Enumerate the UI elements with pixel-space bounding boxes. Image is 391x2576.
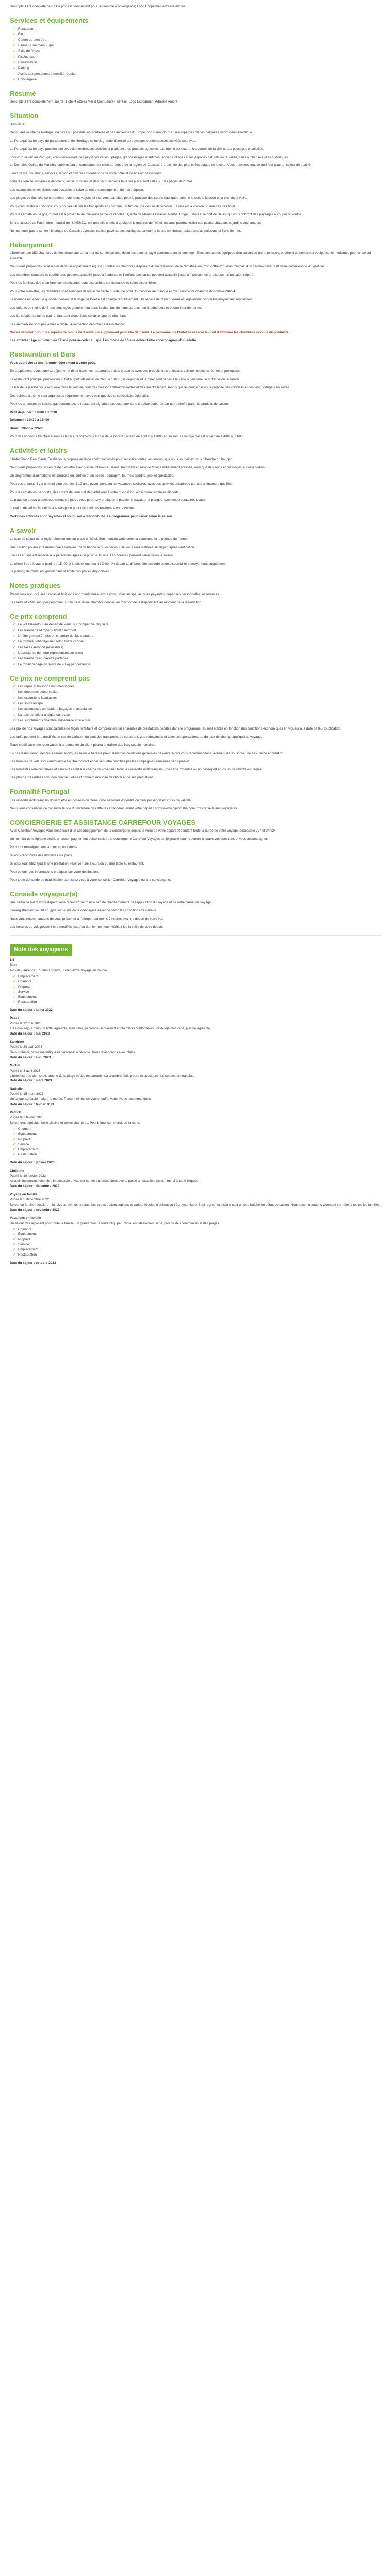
paragraph: Découvrez la ville de Portugal, un pays qui possède les frontières et des anciennes d'Europe, son climat doux et ses superbes plages baignées par l'Océan Atlantique. bbox=[10, 130, 253, 134]
list-item bbox=[13, 32, 381, 37]
paragraph: Pour obtenir des informations pratiques sur votre destination. bbox=[10, 870, 99, 874]
check-icon: ✓ bbox=[13, 974, 16, 978]
paragraph: Le Portugal est un pays passionnant avec de nombreuses activités à pratiquer : les produits agricoles, patrimoine de lecture, les bornes de la ville et ses paysages ensoleillés. bbox=[10, 147, 265, 151]
list-item bbox=[13, 656, 381, 662]
paragraph: Pour les amateurs de golf, l'hôtel est à proximité de plusieurs parcours réputés : Quinta da Marinha Oitavos, Penha Longa, Estoril et le golf de Belas, qui vous offriront des paysages à couper le souffle. bbox=[10, 212, 302, 216]
check-icon: ✓ bbox=[13, 707, 16, 711]
list-item-label: Le vol aller/retour au départ de Paris, sur compagnie régulière bbox=[18, 623, 109, 627]
paragraph: Le ménage est effectué quotidiennement et le linge de toilette est changé régulièrement. Un service de blanchisserie est également disponible moyennant supplément. bbox=[10, 297, 254, 301]
check-icon: ✓ bbox=[13, 1137, 16, 1141]
review-block bbox=[10, 1168, 381, 1189]
review-line: Publié le 15 mars 2023 bbox=[10, 1092, 44, 1096]
review-criterion bbox=[13, 985, 381, 990]
ce-prix-ne-comprend-pas-body bbox=[10, 726, 381, 781]
review-criterion-label: Restauration bbox=[18, 1000, 37, 1004]
check-icon: ✓ bbox=[13, 634, 16, 638]
apprendre-title: A savoir bbox=[10, 527, 36, 535]
list-item-label: Salle de fitness bbox=[18, 49, 41, 54]
review-head: Sandrine bbox=[10, 1040, 24, 1044]
paragraph: Les excursions et les visites sont possibles à l'aide de notre conciergerie et de notre équipe. bbox=[10, 188, 144, 192]
paragraph: L'hôtel compte 152 chambres dotées d'une vue sur la mer ou sur les jardins, décorées dans un style contemporain et lumineux. Elles sont toutes équipées d'un balcon ou d'une terrasse, et offrent de nombreux équipements modernes pour un séjour agréable. bbox=[10, 251, 371, 261]
review-block bbox=[10, 958, 381, 1013]
activites-body bbox=[10, 457, 381, 511]
list-item-label: La formule petit-déjeuner selon l'offre choisie bbox=[18, 640, 84, 644]
check-icon: ✓ bbox=[13, 651, 16, 655]
check-icon: ✓ bbox=[13, 1142, 16, 1146]
review-criterion bbox=[13, 1137, 381, 1142]
review-date: Date du séjour : juillet 2023 bbox=[10, 1008, 53, 1012]
list-item bbox=[13, 72, 381, 77]
review-line: Accueil chaleureux, chambre impeccable et vue sur la mer superbe. Nous avons passé un excellent séjour, merci à toute l'équipe. bbox=[10, 1179, 200, 1183]
list-item-label: Les soins au spa bbox=[18, 702, 43, 706]
paragraph: Si vous rencontrez des difficultés sur place. bbox=[10, 854, 73, 858]
list-item-label: La taxe de séjour à régler sur place bbox=[18, 713, 70, 717]
review-criterion-label: Service bbox=[18, 1142, 29, 1146]
paragraph: Lieux de vie, situations, services, région et diverses informations de votre hôtel et de nos ambassadeurs. bbox=[10, 172, 163, 176]
paragraph: Le Portugal est un pays de passionnés entre l'héritage culturel, grande diversité de paysages et nombreuses activités sportives. bbox=[10, 139, 197, 143]
list-item-label: Restaurant bbox=[18, 27, 35, 31]
review-block bbox=[10, 1063, 381, 1084]
paragraph: Prestations non incluses : repas et boissons non mentionnés, excursions, soins au spa, activités payantes, dépenses personnelles, assurances. bbox=[10, 592, 220, 596]
review-block bbox=[10, 1040, 381, 1060]
review-criterion-label: Équipements bbox=[18, 1232, 38, 1236]
conseils-title: Conseils voyageur(s) bbox=[10, 890, 78, 898]
paragraph: Lors d'un séjour au Portugal, vous découvrirez des paysages variés : plages, grands rivages maritimes, anciens villages et les espaces naturels de la vallée, sans oublier ses villes historiques. bbox=[10, 155, 289, 159]
review-line: L'hôtel est très bien situé, proche de la plage et des restaurants. La chambre était propre et spacieuse. Le spa est un vrai plus. bbox=[10, 1074, 194, 1078]
conciergerie-body bbox=[10, 828, 381, 883]
ce-prix-comprend-title: Ce prix comprend bbox=[10, 612, 67, 620]
review-criteria bbox=[10, 1127, 381, 1158]
check-icon: ✓ bbox=[13, 72, 16, 76]
check-icon: ✓ bbox=[13, 640, 16, 644]
review-block bbox=[10, 1110, 381, 1165]
check-icon: ✓ bbox=[13, 702, 16, 706]
list-item bbox=[13, 622, 381, 628]
restauration-schedule bbox=[10, 410, 381, 432]
review-line: Avis de Laurence : 7 jours / 6 nuits, Juillet 2023, Voyage en couple bbox=[10, 968, 107, 972]
review-line: Bien bbox=[10, 963, 17, 968]
review-criterion bbox=[13, 1227, 381, 1232]
review-criterion-label: Chambre bbox=[18, 1127, 32, 1131]
paragraph: En supplément, vous pourrez déjeuner et dîner dans nos restaurants ; plats préparés avec des produits frais et locaux, cuisine méditerranéenne et portugaise. bbox=[10, 369, 241, 373]
paragraph: Les tarifs peuvent être modifiés en cas de variation du coût des transports, du carburant, des redevances et taxes aéroportuaires, ou du taux de change appliqué au voyage. bbox=[10, 735, 262, 739]
check-icon: ✓ bbox=[13, 55, 16, 59]
hebergement-title: Hébergement bbox=[10, 241, 53, 249]
paragraph: Les horaires de vols peuvent être modifiés jusqu'au dernier moment ; vérifiez-les la veille de votre départ. bbox=[10, 925, 164, 929]
paragraph: Pour vos enfants, il y a un mini-club pour les 4-12 ans, ouvert pendant les vacances scolaires, avec des activités encadrées par des animateurs qualifiés. bbox=[10, 482, 234, 486]
restauration-title: Restauration et Bars bbox=[10, 350, 76, 359]
paragraph: Pour tout renseignement sur votre programme. bbox=[10, 845, 78, 850]
list-item bbox=[13, 77, 381, 82]
review-criterion-label: Service bbox=[18, 1243, 29, 1247]
review-criterion bbox=[13, 1237, 381, 1242]
review-criterion bbox=[13, 1152, 381, 1157]
paragraph: Le Domaine Quinta da Marinha, entre océan et campagne, est situé au centre de la région de Cascais, à proximité des plus belles plages de la côte. Vous trouverez tout ce qu'il faut pour un séjour de qualité. bbox=[10, 163, 312, 167]
hebergement-warning: *Merci de noter : pour les séjours de moins de 3 nuits, un supplément peut être demandé. Le personnel de l'hôtel se réserve le droit d'attribuer les chambres selon la disponibilité. bbox=[10, 330, 290, 334]
restauration-body bbox=[10, 369, 381, 407]
paragraph: Nous vous conseillons de consulter le site du ministère des Affaires étrangères avant votre départ : https://www.diplomatie.gouv.fr/fr/conseils-aux-voyageurs bbox=[10, 806, 237, 810]
list-item-label: Parking bbox=[18, 66, 29, 70]
check-icon: ✓ bbox=[13, 61, 16, 65]
review-head: Patrick bbox=[10, 1111, 21, 1115]
paragraph: Pour les amateurs de sports, des courts de tennis et de padel sont à votre disposition, ainsi qu'un terrain multisports. bbox=[10, 490, 180, 494]
paragraph: Les prix de nos voyages sont calculés de façon forfaitaire et comprennent un ensemble de prestations décrites dans le programme. Ils sont établis en fonction des conditions économiques en vigueur à la date de leur publication. bbox=[10, 726, 341, 731]
check-icon: ✓ bbox=[13, 979, 16, 984]
list-item-label: Bar bbox=[18, 32, 23, 37]
check-icon: ✓ bbox=[13, 629, 16, 633]
review-criterion-label: Propreté bbox=[18, 1238, 31, 1242]
list-item-label: Les suppléments chambre individuelle et vue mer bbox=[18, 718, 91, 722]
list-item-label: Climatisation bbox=[18, 61, 37, 65]
check-icon: ✓ bbox=[13, 662, 16, 666]
activites-note: Certaines activités sont payantes et soumises à disponibilité. Le programme peut varier selon la saison. bbox=[10, 515, 173, 519]
ce-prix-ne-comprend-pas-list bbox=[10, 684, 381, 723]
review-criterion-label: Propreté bbox=[18, 985, 31, 989]
review-criterion-label: Propreté bbox=[18, 1137, 31, 1141]
list-item bbox=[13, 713, 381, 718]
list-item bbox=[13, 639, 381, 645]
paragraph: Pour les familles, des chambres communicantes sont disponibles sur demande et selon disponibilité. bbox=[10, 281, 157, 285]
paragraph: Les animaux ne sont pas admis à l'hôtel, à l'exception des chiens d'assistance. bbox=[10, 322, 125, 326]
check-icon: ✓ bbox=[13, 1153, 16, 1157]
review-criterion bbox=[13, 1242, 381, 1247]
list-item-label: Les transferts aéroport / hôtel / aéroport bbox=[18, 629, 76, 633]
paragraph: Les tarifs affichés sont par personne, sur la base d'une chambre double, en fonction de la disponibilité au moment de la réservation. bbox=[10, 600, 202, 604]
review-line: Séjour très agréable, belle piscine et belles chambres. Petit bémol sur le bruit de la route. bbox=[10, 1121, 140, 1125]
review-line: Séjour réussi, cadre magnifique et personnel à l'écoute. Nous reviendrons avec plaisir. bbox=[10, 1050, 136, 1054]
list-item bbox=[13, 696, 381, 701]
paragraph: Le check-in s'effectue à partir de 15h00 et le check-out avant 12h00. Un départ tardif peut être accordé selon disponibilité et moyennant supplément. bbox=[10, 562, 227, 566]
list-item bbox=[13, 49, 381, 54]
paragraph: Tous les lieux touristiques à découvrir, les lieux locaux et des découvertes à faire sur place sont listés sur les pages de l'hôtel. bbox=[10, 180, 193, 184]
paragraph: Sintra, classée au Patrimoine mondial de l'UNESCO, est une ville située à quelques kilomètres de l'hôtel, où vous pourrez visiter ses palais, châteaux et jardins enchanteurs. bbox=[10, 221, 263, 225]
review-date: Date du séjour : décembre 2022 bbox=[10, 1184, 60, 1189]
paragraph: Les formalités administratives et sanitaires sont à la charge du voyageur. Pour les ressortissants français, une carte d'identité ou un passeport en cours de validité est requis. bbox=[10, 768, 263, 772]
list-item bbox=[13, 645, 381, 650]
paragraph: Pour les amateurs de cuisine gastronomique, le restaurant signature propose une carte créative élaborée par notre chef à partir de produits de saison. bbox=[10, 402, 229, 406]
review-date: Date du séjour : mars 2023 bbox=[10, 1079, 52, 1083]
review-line: Publié le 10 janvier 2023 bbox=[10, 1174, 46, 1178]
review-head: Christine bbox=[10, 1169, 24, 1173]
reviews-title: Note des voyageurs bbox=[10, 944, 72, 956]
check-icon: ✓ bbox=[13, 44, 16, 48]
review-date: Date du séjour : avril 2023 bbox=[10, 1055, 51, 1059]
check-icon: ✓ bbox=[13, 690, 16, 694]
services-list bbox=[10, 27, 381, 82]
review-criteria bbox=[10, 974, 381, 1005]
check-icon: ✓ bbox=[13, 985, 16, 989]
paragraph: La plage se trouve à quelques minutes à pied : vous pourrez y pratiquer le paddle, le kayak et la plongée avec des prestataires locaux. bbox=[10, 498, 206, 502]
paragraph: Des soirées à thème sont organisées régulièrement avec musique live et spécialités régionales. bbox=[10, 394, 150, 398]
restauration-lead: Vous apprécierez une formule légèrement à votre goût. bbox=[10, 361, 96, 365]
check-icon: ✓ bbox=[13, 66, 16, 70]
review-head: Michel bbox=[10, 1063, 20, 1067]
paragraph: Les enfants de moins de 2 ans sont logés gratuitement dans la chambre de leurs parents ; un lit bébé peut être fourni sur demande. bbox=[10, 306, 202, 310]
paragraph: Avec Carrefour Voyages vous bénéficiez d'un accompagnement de la conciergerie depuis la veille de votre départ et pendant toute la durée de votre voyage, accessible 7j/7 et 24h/24. bbox=[10, 829, 277, 833]
review-criterion bbox=[13, 1142, 381, 1147]
paragraph: En cas d'annulation, des frais seront appliqués selon le barème prévu dans nos conditions générales de vente. Nous vous recommandons vivement de souscrire une assurance annulation. bbox=[10, 751, 284, 755]
paragraph: Si vous souhaitez ajouter une prestation, réserver une excursion ou une table au restaurant. bbox=[10, 862, 144, 866]
review-date: Date du séjour : novembre 2022 bbox=[10, 1208, 60, 1212]
list-item bbox=[13, 55, 381, 60]
list-item bbox=[13, 707, 381, 712]
list-item bbox=[13, 43, 381, 48]
paragraph: Les photos présentées sont non contractuelles et donnent une idée de l'hôtel et de ses prestations. bbox=[10, 776, 155, 780]
schedule-line: Dîner : 19h00 à 22h30 bbox=[10, 427, 44, 431]
review-criterion bbox=[13, 1247, 381, 1252]
intro bbox=[10, 4, 381, 9]
review-head: Pascal bbox=[10, 1016, 21, 1021]
review-criterion bbox=[13, 979, 381, 985]
review-line: Publié le 5 décembre 2022 bbox=[10, 1197, 50, 1201]
list-item-label: Les excursions facultatives bbox=[18, 696, 58, 700]
paragraph: Un numéro de téléphone dédié, un accompagnement personnalisé : la conciergerie Carrefour Voyages est joignable pour répondre à toutes vos questions et vous accompagner. bbox=[10, 837, 268, 841]
list-item bbox=[13, 701, 381, 706]
list-item-label: Le forfait bagage en soute de 20 kg par personne bbox=[18, 662, 90, 666]
resume-title: Résumé bbox=[10, 89, 36, 97]
check-icon: ✓ bbox=[13, 646, 16, 650]
review-line: Très bon séjour dans un hôtel agréable, bien situé, personnel accueillant et chambres confortables. Petit-déjeuner varié, piscine agréable. bbox=[10, 1027, 211, 1031]
paragraph: Les chambres standard et supérieures peuvent accueillir jusqu'à 2 adultes et 1 enfant. Les suites peuvent accueillir jusqu'à 4 personnes et disposent d'un salon séparé. bbox=[10, 273, 255, 277]
review-head: Nathalie bbox=[10, 1087, 23, 1091]
review-criterion-label: Restauration bbox=[18, 1153, 37, 1157]
content-column bbox=[10, 4, 381, 1266]
paragraph: Une semaine avant votre départ, vous recevrez par mail le lien de téléchargement de l'application du voyage et de votre carnet de voyage. bbox=[10, 901, 212, 905]
list-item-label: L'assistance de notre représentant sur place bbox=[18, 651, 83, 655]
review-head: 5/5 bbox=[10, 958, 14, 962]
review-criterion-label: Chambre bbox=[18, 979, 32, 984]
situation-body bbox=[10, 122, 381, 234]
review-criterion bbox=[13, 999, 381, 1005]
activites-title: Activités et loisirs bbox=[10, 447, 68, 455]
review-date: Date du séjour : mai 2023 bbox=[10, 1032, 50, 1036]
paragraph: Le bar de la piscine vous accueille dans la journée pour des boissons rafraîchissantes et des snacks légers, tandis que le lounge bar vous propose des cocktails et des vins portugais en soirée. bbox=[10, 385, 290, 389]
paragraph: Les ressortissants français doivent être en possession d'une carte nationale d'identité ou d'un passeport en cours de validité. bbox=[10, 798, 192, 802]
formalite-body bbox=[10, 798, 381, 811]
check-icon: ✓ bbox=[13, 32, 16, 37]
paragraph: L'hôtel Grand Real Santa Eulalia vous propose un large choix d'activités pour satisfaire toutes vos envies, que vous souhaitiez vous détendre ou bouger. bbox=[10, 457, 233, 461]
paragraph: Pour votre bien-être, les chambres sont équipées de literie de haute qualité, de produits d'accueil de marque et d'un service de chambre disponible 24h/24. bbox=[10, 289, 236, 293]
check-icon: ✓ bbox=[13, 1253, 16, 1257]
review-criterion-label: Restauration bbox=[18, 1253, 37, 1257]
review-line: Publié le 3 avril 2023 bbox=[10, 1069, 41, 1073]
review-criterion bbox=[13, 990, 381, 995]
paragraph: L'enregistrement se fait en ligne sur le site de la compagnie aérienne selon les conditions de celle-ci. bbox=[10, 909, 157, 913]
review-criterion-label: Équipements bbox=[18, 1132, 38, 1136]
check-icon: ✓ bbox=[13, 77, 16, 81]
review-date: Date du séjour : octobre 2022 bbox=[10, 1261, 56, 1265]
paragraph: Pour toute demande de modification, adressez-vous à votre conseiller Carrefour Voyages ou à la conciergerie. bbox=[10, 878, 171, 882]
check-icon: ✓ bbox=[13, 718, 16, 722]
paragraph: Le parking de l'hôtel est gratuit dans la limite des places disponibles. bbox=[10, 570, 110, 574]
check-icon: ✓ bbox=[13, 1000, 16, 1004]
check-icon: ✓ bbox=[13, 713, 16, 717]
review-date: Date du séjour : février 2023 bbox=[10, 1103, 54, 1107]
list-item-label: Piscine ext. bbox=[18, 55, 35, 59]
paragraph: Location de vélos disponible à la réception pour découvrir les environs à votre rythme. bbox=[10, 506, 136, 511]
list-item-label: Sauna - Hammam - Spa bbox=[18, 44, 54, 48]
paragraph: Nous vous proposons de réserver dans un appartement équipé ; Toutes les chambres disposent d'une télévision, de la climatisation, d'un coffre-fort, d'un minibar, d'un sèche-cheveux et d'une connexion Wi-Fi gratuite. bbox=[10, 265, 325, 269]
review-line: Publié le 20 avril 2023 bbox=[10, 1045, 42, 1049]
paragraph: Nous vous proposons un centre de bien-être avec piscine intérieure, sauna, hammam et salle de fitness entièrement équipée, ainsi que des soins et massages sur réservation. bbox=[10, 465, 266, 469]
paragraph: Ne manquez pas le centre historique de Cascais, avec ses ruelles pavées, ses boutiques, sa marina et ses nombreux restaurants de poissons et fruits de mer. bbox=[10, 229, 241, 233]
paragraph: La taxe de séjour est à régler directement sur place à l'hôtel. Son montant varie selon la commune et la période de l'année. bbox=[10, 537, 190, 541]
check-icon: ✓ bbox=[13, 623, 16, 627]
review-criterion bbox=[13, 974, 381, 979]
conciergerie-title: CONCIERGERIE ET ASSISTANCE CARREFOUR VOYAGES bbox=[10, 818, 196, 826]
list-item bbox=[13, 718, 381, 723]
list-item-label: Accès aux personnes à mobilité réduite bbox=[18, 72, 76, 76]
notes-pratiques-body bbox=[10, 592, 381, 605]
review-criterion-label: Équipements bbox=[18, 995, 38, 999]
review-criterion bbox=[13, 1232, 381, 1237]
review-criteria bbox=[10, 1227, 381, 1258]
review-criterion-label: Emplacement bbox=[18, 974, 39, 978]
review-line: Un séjour très reposant pour toute la famille, un grand merci à toute l'équipe. L'hôtel est idéalement situé, proche des commerces et des plages. bbox=[10, 1221, 220, 1225]
check-icon: ✓ bbox=[13, 990, 16, 994]
resume-text: Descriptif à lire complètement, merci ; Hôtel 4 étoiles Mer & Golf Sainte-Thérèse, Logo Ecopalmen, Adresse Ambre bbox=[10, 100, 178, 104]
page bbox=[5, 0, 386, 1274]
check-icon: ✓ bbox=[13, 696, 16, 700]
paragraph: Nous vous recommandons de vous présenter à l'aéroport au moins 2 heures avant le départ de votre vol. bbox=[10, 917, 164, 921]
review-head: Vacances en famille bbox=[10, 1216, 41, 1220]
list-item bbox=[13, 684, 381, 689]
review-block bbox=[10, 1216, 381, 1266]
paragraph: Un programme d'animations est proposé en journée et en soirée : aquagym, tournois sportifs, jeux et spectacles. bbox=[10, 473, 174, 478]
paragraph: Les horaires de vols sont communiqués à titre indicatif et peuvent être modifiés par les compagnies aériennes sans préavis. bbox=[10, 759, 191, 764]
review-criterion bbox=[13, 1252, 381, 1258]
list-item bbox=[13, 66, 381, 71]
check-icon: ✓ bbox=[13, 1132, 16, 1136]
list-item bbox=[13, 38, 381, 43]
paragraph: Toute modification de réservation à la demande du client pourra entraîner des frais supplémentaires. bbox=[10, 743, 156, 747]
review-date: Date du séjour : janvier 2023 bbox=[10, 1161, 55, 1165]
list-item bbox=[13, 60, 381, 65]
list-item bbox=[13, 628, 381, 633]
ce-prix-comprend-list bbox=[10, 622, 381, 667]
review-line: Publié le 2 février 2023 bbox=[10, 1116, 44, 1120]
review-criterion bbox=[13, 995, 381, 1000]
review-block bbox=[10, 1087, 381, 1107]
paragraph: Le restaurant principal propose un buffet au petit-déjeuner de 7h00 à 10h30 ; le déjeuner et le dîner sont servis à la carte ou en formule buffet selon la saison. bbox=[10, 377, 240, 381]
check-icon: ✓ bbox=[13, 1243, 16, 1247]
services-title: Services et équipements bbox=[10, 16, 89, 24]
list-item bbox=[13, 690, 381, 695]
review-criterion-label: Emplacement bbox=[18, 1248, 39, 1252]
review-block bbox=[10, 1016, 381, 1037]
formalite-title: Formalité Portugal bbox=[10, 788, 69, 796]
paragraph: Pour vous rendre à Lisbonne, vous pouvez utiliser les transports en commun, un taxi ou une voiture de location. La ville est à environ 30 minutes de l'hôtel. bbox=[10, 205, 236, 209]
review-criterion-label: Service bbox=[18, 990, 29, 994]
list-item-label: L'hébergement 7 nuits en chambre double standard bbox=[18, 634, 94, 638]
review-block bbox=[10, 1192, 381, 1213]
ce-prix-ne-comprend-pas-title: Ce prix ne comprend pas bbox=[10, 674, 90, 682]
review-line: Publié le 12 mai 2023 bbox=[10, 1022, 42, 1026]
check-icon: ✓ bbox=[13, 1248, 16, 1252]
review-criterion bbox=[13, 1147, 381, 1153]
review-criterion bbox=[13, 1127, 381, 1132]
notes-pratiques-title: Notes pratiques bbox=[10, 582, 61, 590]
paragraph: Les plages de Guincho sont réputées pour leurs vagues et leur vent, parfaites pour la pratique des sports nautiques comme le surf, le kitesurf et la planche à voile. bbox=[10, 196, 247, 200]
check-icon: ✓ bbox=[13, 656, 16, 660]
check-icon: ✓ bbox=[13, 1147, 16, 1151]
list-item-label: Les dépenses personnelles bbox=[18, 690, 58, 694]
paragraph: Les lits supplémentaires pour enfant sont disponibles selon le type de chambre. bbox=[10, 314, 126, 318]
paragraph: Bien situé : bbox=[10, 122, 26, 126]
list-item-label: Les taxes aéroport (révisables) bbox=[18, 646, 63, 650]
list-item bbox=[13, 27, 381, 32]
schedule-line: Petit déjeuner : 07h00 à 10h30 bbox=[10, 410, 57, 414]
review-criterion-label: Emplacement bbox=[18, 1147, 39, 1151]
list-item bbox=[13, 651, 381, 656]
intro-line: Descriptif à lire complètement ! Ce prix est comprenant pour l'ensemble (convergence) Logo Ecopalmen Adresse Ambre bbox=[10, 5, 185, 8]
list-item bbox=[13, 634, 381, 639]
reviews-list bbox=[10, 958, 381, 1266]
list-item-label: Les repas et boissons non mentionnés bbox=[18, 685, 75, 689]
check-icon: ✓ bbox=[13, 1127, 16, 1131]
check-icon: ✓ bbox=[13, 685, 16, 689]
check-icon: ✓ bbox=[13, 49, 16, 54]
restauration-footer: Pour des boissons fraîches et en-cas légers, rendez-vous au bar de la piscine ; ouvert de 10h00 à 19h00 en saison. Le lounge bar est ouvert de 17h00 à 00h00. bbox=[10, 435, 244, 439]
hebergement-note: Les enfants : âge minimum de 12 ans pour accéder au spa. Les moins de 16 ans doivent être accompagnés d'un adulte. bbox=[10, 338, 198, 343]
check-icon: ✓ bbox=[13, 1238, 16, 1242]
schedule-line: Déjeuner : 12h30 à 15h00 bbox=[10, 418, 50, 422]
list-item bbox=[13, 662, 381, 667]
apprendre-body bbox=[10, 537, 381, 575]
check-icon: ✓ bbox=[13, 38, 16, 42]
review-criterion bbox=[13, 1132, 381, 1137]
check-icon: ✓ bbox=[13, 27, 16, 31]
conseils-body bbox=[10, 900, 381, 930]
reviews-section bbox=[10, 944, 381, 1266]
review-line: Un séjour agréable malgré la météo. Personnel très serviable, buffet varié. Nous recommandons. bbox=[10, 1097, 152, 1101]
paragraph: Une caution pourra être demandée à l'arrivée : carte bancaire ou espèces. Elle vous sera restituée au départ après vérification. bbox=[10, 545, 196, 549]
check-icon: ✓ bbox=[13, 1227, 16, 1231]
situation-title: Situation bbox=[10, 112, 39, 120]
hebergement-body bbox=[10, 251, 381, 327]
paragraph: L'accès au spa est réservé aux personnes âgées de plus de 16 ans. Les horaires peuvent varier selon la saison. bbox=[10, 553, 174, 557]
divider bbox=[10, 935, 381, 936]
list-item-label: Les transferts en navette partagée bbox=[18, 656, 69, 660]
list-item-label: Conciergerie bbox=[18, 77, 37, 81]
check-icon: ✓ bbox=[13, 1232, 16, 1236]
review-head: Voyage en famille bbox=[10, 1192, 38, 1196]
review-criterion-label: Chambre bbox=[18, 1227, 32, 1231]
review-line: Séjour en famille réussi, le mini-club a ravi nos enfants. Les repas étaient copieux et variés, l'équipe d'animation très dynamique. Seul regret : la piscine était un peu fraîche en début de saison. Nous recommandons vivement cet hôtel à toutes les familles. bbox=[10, 1202, 381, 1207]
check-icon: ✓ bbox=[13, 995, 16, 999]
list-item-label: Les assurances annulation, bagages et assistance bbox=[18, 707, 92, 711]
list-item-label: Centre de bien-être bbox=[18, 38, 47, 42]
